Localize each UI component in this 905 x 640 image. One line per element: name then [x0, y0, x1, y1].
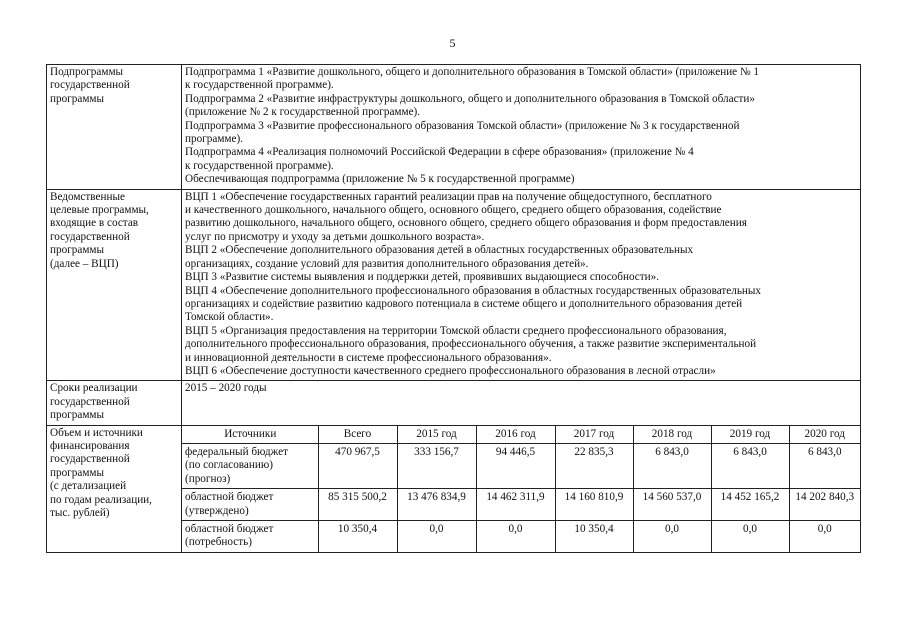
- text-line: Томской области».: [185, 311, 274, 324]
- label-line: Подпрограммы: [50, 66, 124, 78]
- header-cell: Всего: [318, 426, 397, 444]
- terms-label: [47, 381, 182, 425]
- subprograms-content: [182, 65, 861, 190]
- text-line: и качественного дошкольного, начального общего, основного общего, среднего общего образования, содействие: [185, 204, 722, 217]
- value-cell: 22 835,3: [555, 443, 633, 488]
- value-cell: 6 843,0: [711, 443, 789, 488]
- page-number: 5: [449, 36, 456, 50]
- label-line: программы: [50, 409, 104, 422]
- source-line: федеральный бюджет: [185, 445, 288, 458]
- financing-content: [182, 425, 861, 552]
- text-line: ВЦП 3 «Развитие системы выявления и поддержки детей, проявивших выдающиеся способности».: [185, 271, 660, 284]
- label-line: программы: [50, 244, 104, 257]
- label-line: финансирования: [50, 439, 130, 452]
- table-row: [182, 521, 860, 552]
- text-line: организациях, создание условий для развития дополнительного образования детей».: [185, 257, 589, 270]
- subprograms-row: [47, 65, 861, 190]
- label-line: государственной: [50, 79, 130, 92]
- text-line: ВЦП 5 «Организация предоставления на территории Томской области среднего профессионального образования,: [185, 324, 727, 337]
- source-line: (утверждено): [185, 504, 249, 517]
- label-line: Ведомственные: [50, 190, 125, 203]
- header-cell: 2015 год: [397, 426, 476, 444]
- financing-table: [182, 426, 860, 552]
- text-line: к государственной программе).: [185, 79, 334, 92]
- source-line: (потребность): [185, 536, 252, 549]
- label-line: входящие в состав: [50, 217, 139, 230]
- value-cell: 94 446,5: [476, 443, 555, 488]
- header-cell: 2018 год: [633, 426, 711, 444]
- text-line: к государственной программе).: [185, 159, 334, 172]
- label-line: государственной: [50, 230, 130, 243]
- value-cell: 0,0: [789, 521, 860, 552]
- text-line: Обеспечивающая подпрограмма (приложение № 5 к государственной программе): [185, 173, 575, 186]
- value-cell: 14 560 537,0: [633, 489, 711, 521]
- header-cell: 2020 год: [789, 426, 860, 444]
- text-line: ВЦП 6 «Обеспечение доступности качественного среднего профессионального образования в лесной отрасли»: [185, 364, 716, 377]
- source-line: (по согласованию): [185, 459, 273, 472]
- source-cell: [182, 443, 318, 488]
- text-line: программе).: [185, 133, 243, 146]
- financing-header-row: [182, 426, 860, 444]
- text-line: Подпрограмма 1 «Развитие дошкольного, общего и дополнительного образования в Томской области» (приложение № 1: [185, 66, 760, 78]
- label-line: тыс. рублей): [50, 507, 110, 519]
- value-cell: 6 843,0: [633, 443, 711, 488]
- terms-content: [182, 381, 861, 425]
- text-line: ВЦП 4 «Обеспечение дополнительного профессионального образования в областных государственных образовательных: [185, 284, 762, 297]
- source-cell: [182, 521, 318, 552]
- value-cell: 14 452 165,2: [711, 489, 789, 521]
- financing-label: [47, 425, 182, 552]
- label-line: (с детализацией: [50, 480, 127, 493]
- label-line: государственной: [50, 453, 130, 466]
- value-cell: 6 843,0: [789, 443, 860, 488]
- source-line: (прогноз): [185, 472, 231, 485]
- label-line: государственной: [50, 395, 130, 408]
- value-cell: 14 462 311,9: [476, 489, 555, 521]
- terms-row: [47, 381, 861, 425]
- value-cell: 333 156,7: [397, 443, 476, 488]
- vcp-row: [47, 189, 861, 381]
- label-line: Объем и источники: [50, 426, 143, 439]
- value-cell: 470 967,5: [318, 443, 397, 488]
- text-line: Подпрограмма 3 «Развитие профессионального образования Томской области» (приложение № 3 к государственной: [185, 119, 740, 132]
- source-cell: [182, 489, 318, 521]
- label-line: целевые программы,: [50, 204, 149, 217]
- header-cell: Источники: [182, 426, 318, 444]
- label-line: Сроки реализации: [50, 382, 138, 395]
- text-line: дополнительного профессионального образования, профессионального обучения, а также развитие экспериментальной: [185, 338, 757, 351]
- text-line: ВЦП 2 «Обеспечение дополнительного образования детей в областных государственных образовательных: [185, 244, 694, 257]
- value-cell: 0,0: [711, 521, 789, 552]
- text-line: (приложение № 2 к государственной программе).: [185, 106, 421, 119]
- value-cell: 0,0: [633, 521, 711, 552]
- value-cell: 85 315 500,2: [318, 489, 397, 521]
- financing-row: [47, 425, 861, 552]
- value-cell: 14 202 840,3: [789, 489, 860, 521]
- vcp-label: [47, 189, 182, 381]
- text-line: Подпрограмма 4 «Реализация полномочий Российской Федерации в сфере образования» (приложение № 4: [185, 146, 694, 159]
- value-cell: 14 160 810,9: [555, 489, 633, 521]
- vcp-content: [182, 189, 861, 381]
- text-line: организациях и содействие развитию кадрового потенциала в системе общего и дополнительного образования детей: [185, 297, 743, 310]
- label-line: по годам реализации,: [50, 493, 152, 506]
- text-line: услуг по присмотру и уходу за детьми дошкольного возраста».: [185, 230, 485, 243]
- terms-value: 2015 – 2020 годы: [185, 382, 267, 395]
- value-cell: 13 476 834,9: [397, 489, 476, 521]
- header-cell: 2019 год: [711, 426, 789, 444]
- text-line: ВЦП 1 «Обеспечение государственных гарантий реализации прав на получение общедоступного, бесплатного: [185, 190, 712, 203]
- subprograms-label: [47, 65, 182, 190]
- header-cell: 2017 год: [555, 426, 633, 444]
- label-line: программы: [50, 466, 104, 479]
- header-cell: 2016 год: [476, 426, 555, 444]
- value-cell: 0,0: [397, 521, 476, 552]
- table-row: [182, 489, 860, 521]
- value-cell: 0,0: [476, 521, 555, 552]
- source-line: областной бюджет: [185, 523, 274, 535]
- label-line: (далее – ВЦП): [50, 257, 119, 270]
- source-line: областной бюджет: [185, 491, 274, 504]
- text-line: развитию дошкольного, начального общего, основного общего, среднего общего образования и форм предоставления: [185, 217, 747, 230]
- text-line: и инновационной деятельности в системе профессионального образования».: [185, 351, 552, 364]
- value-cell: 10 350,4: [318, 521, 397, 552]
- table-row: [182, 443, 860, 488]
- label-line: программы: [50, 92, 104, 105]
- value-cell: 10 350,4: [555, 521, 633, 552]
- passport-table: [46, 64, 861, 553]
- text-line: Подпрограмма 2 «Развитие инфраструктуры дошкольного, общего и дополнительного образования в Томской области»: [185, 92, 756, 105]
